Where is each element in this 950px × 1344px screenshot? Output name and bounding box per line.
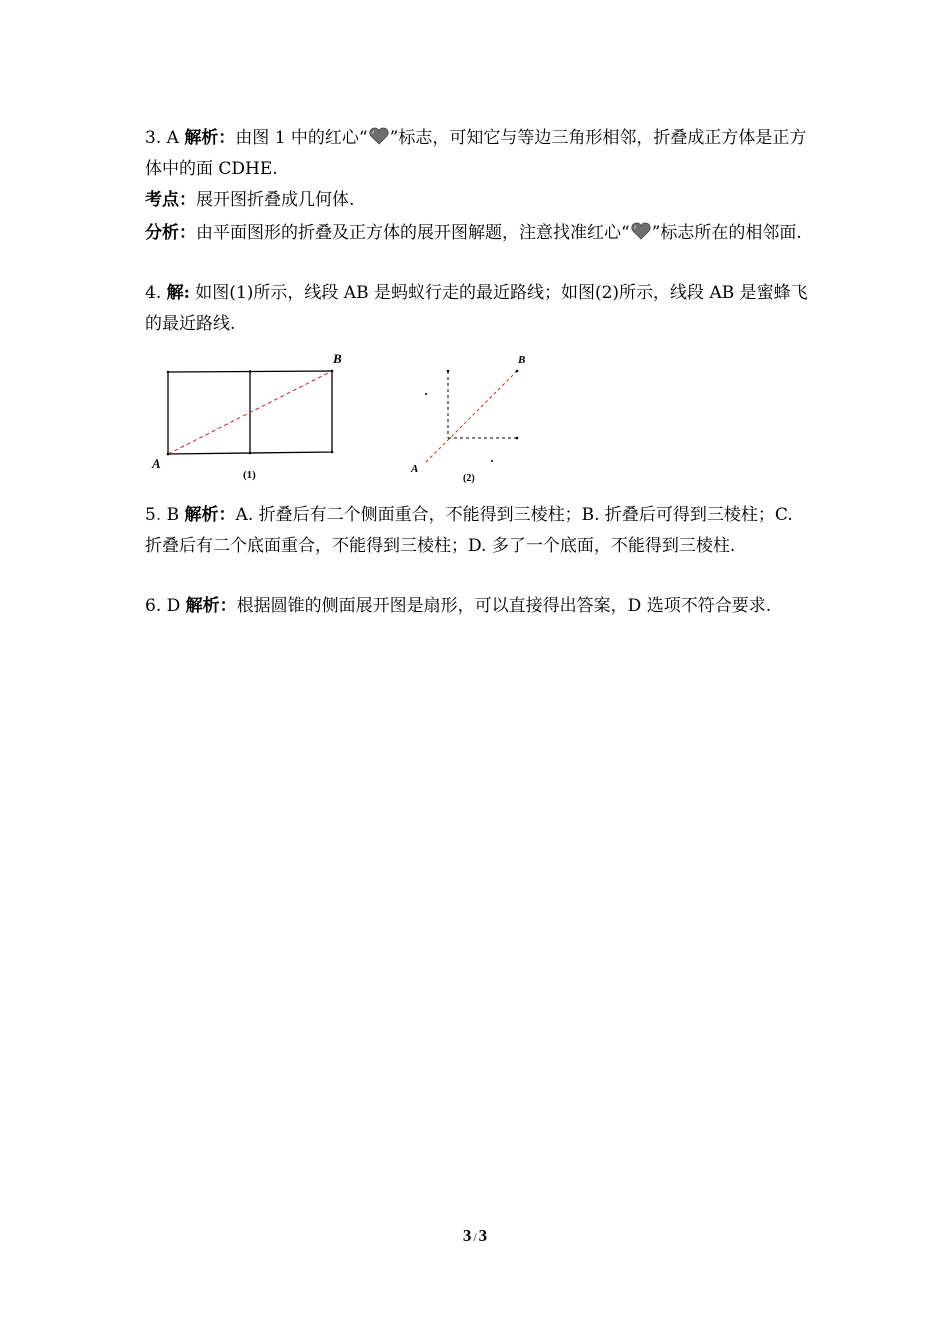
fig1-label: (1) <box>243 469 256 481</box>
q5-label: 解析： <box>184 505 236 525</box>
fig2-label: (2) <box>463 473 475 484</box>
figure-2-diagram <box>415 360 530 470</box>
q3-label: 解析： <box>184 128 236 148</box>
q6-number: 6. D <box>145 596 186 616</box>
q5-number: 5 <box>145 505 156 525</box>
q4-number: 4. <box>145 283 167 303</box>
total-pages: 3 <box>478 1226 488 1245</box>
q6-label: 解析： <box>185 596 237 616</box>
answer-3 <box>145 123 808 185</box>
q3-number: 3. A <box>145 128 185 148</box>
answer-5 <box>145 500 808 562</box>
figure-1-diagram <box>160 362 345 462</box>
page-number <box>0 1226 950 1246</box>
fenxi-label: 分析： <box>145 223 196 243</box>
fig1-point-b: B <box>333 351 342 366</box>
answer-4 <box>145 278 808 340</box>
heart-icon <box>369 127 389 145</box>
flight-path-ab <box>426 371 517 462</box>
kaodian-line <box>145 185 808 216</box>
current-page: 3 <box>462 1226 472 1245</box>
answer-6 <box>145 591 808 622</box>
q5-text: A. 折叠后有二个侧面重合，不能得到三棱柱；B. 折叠后可得到三棱柱；C. 折叠后有二个底面重合，不能得到三棱柱；D. 多了一个底面，不能得到三棱柱. <box>145 505 793 556</box>
q4-text: 如图(1)所示，线段 AB 是蚂蚁行走的最近路线；如图(2)所示，线段 AB 是蜜蜂飞的最近路线. <box>145 283 808 334</box>
heart-icon <box>631 222 651 240</box>
fig2-point-b: B <box>518 354 526 366</box>
q3-text-2: ”标志，可知它与等边三角形相邻，折叠成正方体是正方体中的面 CDHE. <box>145 128 807 179</box>
q5-answer: B <box>161 505 185 525</box>
fenxi-text-1: 由平面图形的折叠及正方体的展开图解题，注意找准红心“ <box>196 223 630 243</box>
fenxi-line <box>145 218 808 249</box>
q5-dot: . <box>155 505 162 525</box>
q3-text-1: 由图 1 中的红心“ <box>235 128 368 148</box>
kaodian-label: 考点： <box>145 190 196 210</box>
fenxi-text-2: ”标志所在的相邻面. <box>651 223 802 243</box>
q6-text: 根据圆锥的侧面展开图是扇形，可以直接得出答案，D 选项不符合要求. <box>236 596 772 616</box>
fig2-point-a: A <box>411 463 419 475</box>
q4-label: 解: <box>166 283 190 303</box>
page-separator: / <box>473 1230 477 1244</box>
kaodian-text: 展开图折叠成几何体. <box>196 190 355 210</box>
fig1-point-a: A <box>152 456 161 471</box>
